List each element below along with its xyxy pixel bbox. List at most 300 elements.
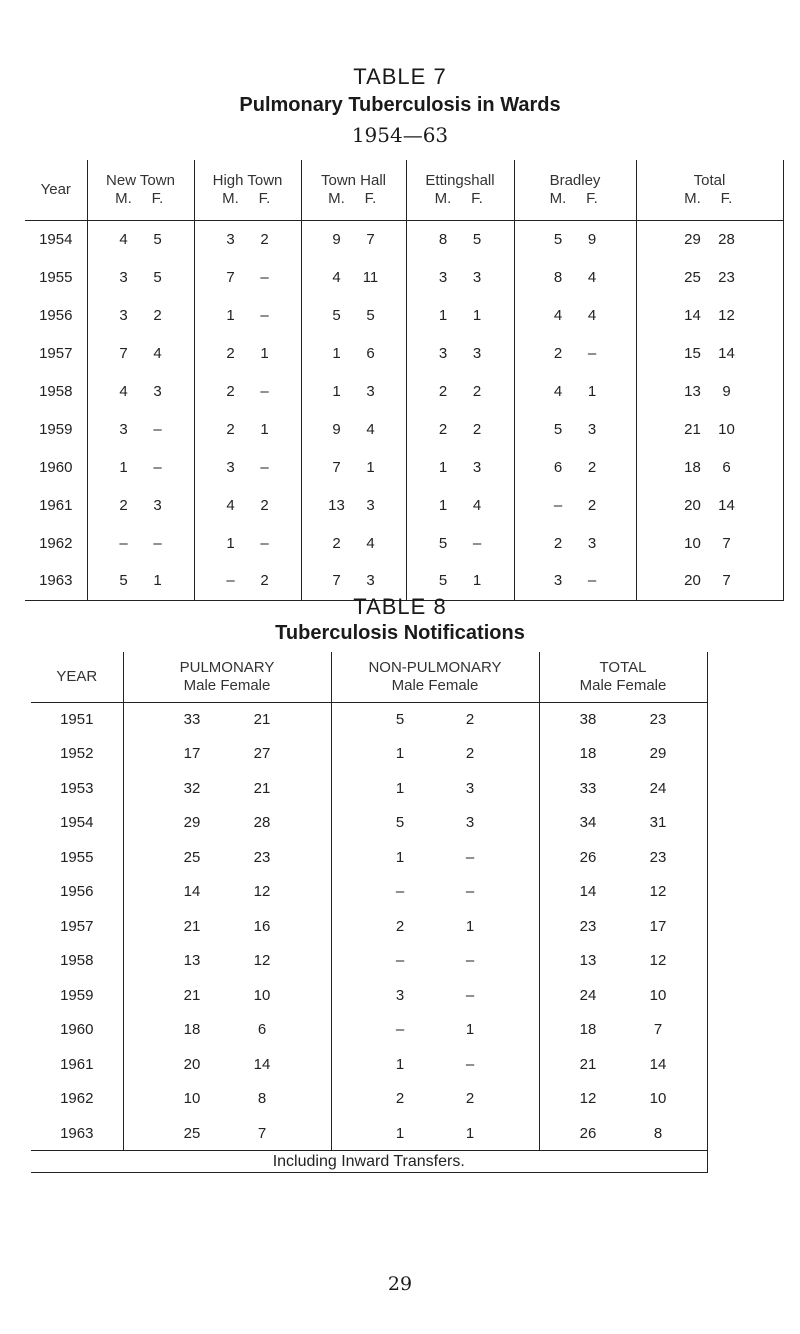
table8-row bbox=[31, 1047, 707, 1082]
table7-value: 2 bbox=[472, 382, 482, 400]
table7-year-cell: 1961 bbox=[25, 486, 87, 524]
table8 bbox=[31, 652, 708, 1173]
table8-value: 14 bbox=[253, 1055, 271, 1073]
table7-value: – bbox=[153, 420, 162, 438]
table8-header-year: YEAR bbox=[31, 652, 123, 702]
table7-ward-cell bbox=[194, 220, 301, 258]
table8-group-cell bbox=[331, 1013, 539, 1048]
table8-group-cell bbox=[123, 978, 331, 1013]
table7-value: 6 bbox=[722, 458, 731, 476]
table7-value: – bbox=[260, 382, 269, 400]
table7-row bbox=[25, 258, 783, 296]
table8-year-cell: 1959 bbox=[31, 978, 123, 1013]
table8-group-cell bbox=[539, 1047, 707, 1082]
table7-value: 5 bbox=[366, 306, 375, 324]
table8-value: 27 bbox=[253, 745, 271, 763]
table8-group-cell bbox=[539, 944, 707, 979]
table7-value: 2 bbox=[226, 382, 235, 400]
table7-value: 1 bbox=[226, 306, 235, 324]
table8-year-cell: 1955 bbox=[31, 840, 123, 875]
table7-value: 2 bbox=[553, 344, 563, 362]
table7-ward-cell bbox=[301, 220, 406, 258]
table7-value: 3 bbox=[153, 496, 162, 514]
table7-ward-cell bbox=[301, 486, 406, 524]
table7-value: 2 bbox=[438, 382, 448, 400]
table7-value: 21 bbox=[684, 420, 701, 438]
table8-row bbox=[31, 1082, 707, 1117]
table7-ward-cell bbox=[406, 334, 514, 372]
table8-row bbox=[31, 909, 707, 944]
table7-value: 5 bbox=[438, 572, 448, 590]
table7-value: 6 bbox=[553, 458, 563, 476]
table7-value: 3 bbox=[438, 268, 448, 286]
table8-group-cell bbox=[331, 737, 539, 772]
table7-value: 14 bbox=[718, 344, 735, 362]
table7-value: – bbox=[260, 268, 269, 286]
table7-ward-cell bbox=[514, 524, 636, 562]
table7-value: 2 bbox=[226, 420, 235, 438]
table8-value: 10 bbox=[253, 986, 271, 1004]
table8-group-cell bbox=[331, 978, 539, 1013]
table7-ward-cell bbox=[514, 448, 636, 486]
table7-value: 4 bbox=[226, 496, 235, 514]
table7-value: 5 bbox=[332, 306, 341, 324]
table7-value: 13 bbox=[684, 382, 701, 400]
table8-row bbox=[31, 1116, 707, 1151]
table7-ward-cell bbox=[514, 220, 636, 258]
table8-label: TABLE 8 bbox=[353, 594, 447, 619]
table8-value: 10 bbox=[649, 1090, 667, 1108]
table7-row bbox=[25, 296, 783, 334]
table7-value: 23 bbox=[718, 268, 735, 286]
table7-value: 1 bbox=[366, 458, 375, 476]
table8-value: 13 bbox=[183, 952, 201, 970]
table8-group-cell bbox=[123, 840, 331, 875]
table7-ward-cell bbox=[406, 220, 514, 258]
table7-ward-cell bbox=[194, 524, 301, 562]
table8-year-cell: 1953 bbox=[31, 771, 123, 806]
table8-row bbox=[31, 944, 707, 979]
table8-group-cell bbox=[331, 702, 539, 737]
table7-value: 7 bbox=[119, 344, 128, 362]
table7-value: 4 bbox=[472, 496, 482, 514]
table7-value: – bbox=[119, 534, 128, 552]
table8-value: 6 bbox=[257, 1021, 267, 1039]
table7-value: 1 bbox=[332, 344, 341, 362]
table7-value: 2 bbox=[226, 344, 235, 362]
table7-ward-cell bbox=[194, 410, 301, 448]
table7-value: 5 bbox=[438, 534, 448, 552]
table7-ward-cell bbox=[406, 524, 514, 562]
table7-ward-cell bbox=[301, 524, 406, 562]
table8-value: 1 bbox=[395, 1124, 405, 1142]
table8-value: 21 bbox=[183, 917, 201, 935]
table7-ward-cell bbox=[87, 486, 194, 524]
table7-value: 2 bbox=[153, 306, 162, 324]
table8-value: 21 bbox=[253, 711, 271, 728]
table7-ward-cell bbox=[636, 220, 783, 258]
table7-ward-cell bbox=[636, 410, 783, 448]
table7-header-ward: High Town M. F. bbox=[194, 160, 301, 220]
table8-row bbox=[31, 978, 707, 1013]
table7-value: 9 bbox=[332, 230, 341, 248]
table7-ward-cell bbox=[636, 296, 783, 334]
table7-value: 7 bbox=[332, 458, 341, 476]
table8-value: 12 bbox=[649, 883, 667, 901]
table7-value: – bbox=[553, 496, 563, 514]
table7-value: 5 bbox=[553, 420, 563, 438]
table7-ward-cell bbox=[636, 486, 783, 524]
table7-value: 3 bbox=[366, 382, 375, 400]
table7-value: 3 bbox=[226, 230, 235, 248]
table7-ward-cell bbox=[194, 334, 301, 372]
table7-value: 9 bbox=[587, 230, 597, 248]
table7-value: 5 bbox=[119, 572, 128, 590]
table8-value: 1 bbox=[395, 779, 405, 797]
table8-value: 12 bbox=[649, 952, 667, 970]
table7-value: 18 bbox=[684, 458, 701, 476]
table8-value: 8 bbox=[653, 1124, 663, 1142]
table8-value: 1 bbox=[395, 745, 405, 763]
table7-ward-cell bbox=[406, 486, 514, 524]
table7-value: – bbox=[226, 572, 235, 590]
table7-row bbox=[25, 372, 783, 410]
table7-value: 3 bbox=[438, 344, 448, 362]
table8-group-cell bbox=[331, 875, 539, 910]
table8-value: 12 bbox=[579, 1090, 597, 1108]
table8-group-cell bbox=[331, 1116, 539, 1151]
table8-year-cell: 1958 bbox=[31, 944, 123, 979]
table8-group-cell bbox=[331, 1047, 539, 1082]
table8-group-cell bbox=[331, 944, 539, 979]
table8-value: 23 bbox=[649, 848, 667, 866]
table7-value: 9 bbox=[722, 382, 731, 400]
table7-value: – bbox=[472, 534, 482, 552]
table8-value: 31 bbox=[649, 814, 667, 832]
table8-group-cell bbox=[539, 978, 707, 1013]
table8-value: 8 bbox=[257, 1090, 267, 1108]
table8-value: 7 bbox=[257, 1124, 267, 1142]
table8-group-cell bbox=[123, 1082, 331, 1117]
table8-value: 25 bbox=[183, 1124, 201, 1142]
table8-value: 21 bbox=[183, 986, 201, 1004]
table7-ward-cell bbox=[514, 296, 636, 334]
table7-value: 4 bbox=[153, 344, 162, 362]
table7-ward-cell bbox=[514, 334, 636, 372]
table7-value: 5 bbox=[153, 268, 162, 286]
table7-ward-cell bbox=[514, 410, 636, 448]
table7-value: 1 bbox=[438, 496, 448, 514]
table7-value: 14 bbox=[684, 306, 701, 324]
table7-row bbox=[25, 524, 783, 562]
table8-value: 24 bbox=[579, 986, 597, 1004]
table7-ward-cell bbox=[301, 258, 406, 296]
table8-value: 1 bbox=[395, 1055, 405, 1073]
table7-value: 15 bbox=[684, 344, 701, 362]
table7-value: 28 bbox=[718, 230, 735, 248]
table7-value: 1 bbox=[587, 382, 597, 400]
table8-group-cell bbox=[331, 840, 539, 875]
table7-header-row bbox=[25, 160, 783, 220]
table7-value: 3 bbox=[226, 458, 235, 476]
table8-group-cell bbox=[331, 771, 539, 806]
table8-value: 21 bbox=[579, 1055, 597, 1073]
table7-value: 4 bbox=[366, 534, 375, 552]
table7-value: 2 bbox=[553, 534, 563, 552]
table7-year-cell: 1960 bbox=[25, 448, 87, 486]
table7-ward-cell bbox=[406, 410, 514, 448]
table8-group-cell bbox=[123, 944, 331, 979]
table8-value: 33 bbox=[579, 779, 597, 797]
table8-header-row bbox=[31, 652, 707, 702]
table7-value: 10 bbox=[718, 420, 735, 438]
table8-value: 14 bbox=[649, 1055, 667, 1073]
table8-value: – bbox=[395, 883, 405, 901]
table7-value: – bbox=[260, 534, 269, 552]
table7-value: 4 bbox=[332, 268, 341, 286]
table7-value: 1 bbox=[472, 572, 482, 590]
table7-ward-cell bbox=[194, 372, 301, 410]
table8-group-cell bbox=[123, 909, 331, 944]
table7-value: 1 bbox=[226, 534, 235, 552]
table8-group-cell bbox=[123, 737, 331, 772]
table8-row bbox=[31, 702, 707, 737]
table7-ward-cell bbox=[636, 334, 783, 372]
table7-ward-cell bbox=[87, 410, 194, 448]
table8-value: 23 bbox=[649, 711, 667, 728]
table8-value: – bbox=[465, 848, 475, 866]
table7-value: 3 bbox=[472, 268, 482, 286]
table7-value: 5 bbox=[553, 230, 563, 248]
table7-year-cell: 1955 bbox=[25, 258, 87, 296]
table7-ward-cell bbox=[87, 448, 194, 486]
table7-value: – bbox=[153, 534, 162, 552]
table8-group-cell bbox=[539, 875, 707, 910]
table8-value: 1 bbox=[395, 848, 405, 866]
table8-group-cell bbox=[539, 737, 707, 772]
table8-value: 10 bbox=[649, 986, 667, 1004]
table7-ward-cell bbox=[194, 448, 301, 486]
table7-value: 10 bbox=[684, 534, 701, 552]
table8-group-cell bbox=[539, 909, 707, 944]
table7-value: 25 bbox=[684, 268, 701, 286]
table7-value: 2 bbox=[438, 420, 448, 438]
table7-value: 1 bbox=[153, 572, 162, 590]
table7-value: 2 bbox=[260, 572, 269, 590]
table7-value: 2 bbox=[332, 534, 341, 552]
table8-value: 1 bbox=[465, 1124, 475, 1142]
table8-year-cell: 1961 bbox=[31, 1047, 123, 1082]
table7-value: 3 bbox=[587, 534, 597, 552]
table7-range: 1954—63 bbox=[351, 123, 449, 147]
table7-value: 4 bbox=[587, 268, 597, 286]
table7-value: 7 bbox=[722, 572, 731, 590]
table7-ward-cell bbox=[301, 410, 406, 448]
table7-value: 8 bbox=[553, 268, 563, 286]
table7-ward-cell bbox=[87, 220, 194, 258]
table7-year-cell: 1958 bbox=[25, 372, 87, 410]
table8-year-cell: 1963 bbox=[31, 1116, 123, 1151]
table7-ward-cell bbox=[406, 258, 514, 296]
table8-group-cell bbox=[123, 1047, 331, 1082]
table7-value: 3 bbox=[366, 572, 375, 590]
table7-value: 1 bbox=[260, 420, 269, 438]
page-number: 29 bbox=[387, 1273, 413, 1295]
table7-value: – bbox=[587, 344, 597, 362]
table7-value: 3 bbox=[587, 420, 597, 438]
table8-group-cell bbox=[539, 806, 707, 841]
table8-value: – bbox=[395, 1021, 405, 1039]
table7-value: 20 bbox=[684, 572, 701, 590]
table8-row bbox=[31, 840, 707, 875]
table7-value: 3 bbox=[472, 458, 482, 476]
table8-value: 29 bbox=[183, 814, 201, 832]
table7-value: 5 bbox=[153, 230, 162, 248]
table7-ward-cell bbox=[87, 372, 194, 410]
table8-value: 26 bbox=[579, 1124, 597, 1142]
table7-value: 13 bbox=[328, 496, 345, 514]
table7-value: – bbox=[260, 306, 269, 324]
table8-year-cell: 1956 bbox=[31, 875, 123, 910]
table8-value: – bbox=[465, 1055, 475, 1073]
table8-year-cell: 1951 bbox=[31, 702, 123, 737]
table8-value: 1 bbox=[465, 1021, 475, 1039]
table7-year-cell: 1956 bbox=[25, 296, 87, 334]
table8-value: 29 bbox=[649, 745, 667, 763]
table7-value: 9 bbox=[332, 420, 341, 438]
table7-row bbox=[25, 410, 783, 448]
table8-group-cell bbox=[123, 702, 331, 737]
table8-value: 2 bbox=[465, 711, 475, 728]
table7-header-ward: Bradley M. F. bbox=[514, 160, 636, 220]
table8-value: 18 bbox=[579, 1021, 597, 1039]
table8-value: 2 bbox=[465, 745, 475, 763]
table7-value: 1 bbox=[472, 306, 482, 324]
table8-value: 3 bbox=[465, 779, 475, 797]
table8-value: 12 bbox=[253, 883, 271, 901]
table8-value: 7 bbox=[653, 1021, 663, 1039]
table7-row bbox=[25, 334, 783, 372]
table8-row bbox=[31, 875, 707, 910]
table8-value: 12 bbox=[253, 952, 271, 970]
table7-value: 5 bbox=[472, 230, 482, 248]
table8-value: 28 bbox=[253, 814, 271, 832]
table7-value: 4 bbox=[366, 420, 375, 438]
table7-value: 3 bbox=[119, 268, 128, 286]
table7-value: 3 bbox=[472, 344, 482, 362]
table8-value: 14 bbox=[579, 883, 597, 901]
table7-value: 1 bbox=[438, 306, 448, 324]
table8-value: 5 bbox=[395, 814, 405, 832]
table7-year-cell: 1962 bbox=[25, 524, 87, 562]
table7-subtitle: Pulmonary Tuberculosis in Wards bbox=[239, 94, 561, 116]
table7-ward-cell bbox=[514, 258, 636, 296]
table7-value: 11 bbox=[362, 268, 379, 286]
table7-ward-cell bbox=[301, 296, 406, 334]
table7-header-year: Year bbox=[25, 160, 87, 220]
table7-ward-cell bbox=[636, 258, 783, 296]
table8-group-cell bbox=[123, 1116, 331, 1151]
table8-group-cell bbox=[123, 1013, 331, 1048]
table8-group-cell bbox=[539, 1013, 707, 1048]
table7-value: 2 bbox=[587, 458, 597, 476]
table8-value: 10 bbox=[183, 1090, 201, 1108]
table8-value: 24 bbox=[649, 779, 667, 797]
table8-value: 23 bbox=[579, 917, 597, 935]
table8-header-pulmonary: PULMONARY Male Female bbox=[123, 652, 331, 702]
table7-ward-cell bbox=[87, 258, 194, 296]
table8-value: 13 bbox=[579, 952, 597, 970]
table8-value: 3 bbox=[465, 814, 475, 832]
table8-value: 2 bbox=[465, 1090, 475, 1108]
table8-header-total: TOTAL Male Female bbox=[539, 652, 707, 702]
table8-group-cell bbox=[331, 1082, 539, 1117]
table8-value: 16 bbox=[253, 917, 271, 935]
table7-value: 1 bbox=[332, 382, 341, 400]
table7-value: 20 bbox=[684, 496, 701, 514]
table7-value: – bbox=[153, 458, 162, 476]
table8-value: 5 bbox=[395, 711, 405, 728]
table7-value: 2 bbox=[472, 420, 482, 438]
table7-value: 8 bbox=[438, 230, 448, 248]
table8-value: 18 bbox=[183, 1021, 201, 1039]
table7-ward-cell bbox=[301, 448, 406, 486]
table7-ward-cell bbox=[301, 334, 406, 372]
table7-value: 14 bbox=[718, 496, 735, 514]
table8-header-non-pulmonary: NON-PULMONARY Male Female bbox=[331, 652, 539, 702]
table7-value: 3 bbox=[366, 496, 375, 514]
table8-row bbox=[31, 771, 707, 806]
table8-value: – bbox=[465, 952, 475, 970]
table7-row bbox=[25, 448, 783, 486]
table7-header-total: Total M. F. bbox=[636, 160, 783, 220]
table8-value: – bbox=[395, 952, 405, 970]
table7-value: 6 bbox=[366, 344, 375, 362]
table8-footnote-row bbox=[31, 1151, 707, 1173]
table8-value: 25 bbox=[183, 848, 201, 866]
table7-ward-cell bbox=[87, 334, 194, 372]
table7-value: 4 bbox=[553, 306, 563, 324]
table8-group-cell bbox=[123, 875, 331, 910]
table7-ward-cell bbox=[406, 372, 514, 410]
table8-value: 3 bbox=[395, 986, 405, 1004]
table8-value: 33 bbox=[183, 711, 201, 728]
table8-value: 17 bbox=[649, 917, 667, 935]
table7-value: 2 bbox=[260, 230, 269, 248]
table8-value: 34 bbox=[579, 814, 597, 832]
table7-ward-cell bbox=[636, 372, 783, 410]
table7-ward-cell bbox=[87, 524, 194, 562]
table8-row bbox=[31, 806, 707, 841]
table7-value: 3 bbox=[553, 572, 563, 590]
table7-header-ward: New Town M. F. bbox=[87, 160, 194, 220]
table7-value: 3 bbox=[153, 382, 162, 400]
table7-value: 2 bbox=[260, 496, 269, 514]
table8-group-cell bbox=[331, 909, 539, 944]
table7 bbox=[25, 160, 784, 601]
table8-group-cell bbox=[331, 806, 539, 841]
table7-value: 3 bbox=[119, 420, 128, 438]
table8-group-cell bbox=[123, 771, 331, 806]
table8-value: 14 bbox=[183, 883, 201, 901]
table7-value: 7 bbox=[332, 572, 341, 590]
table8-year-cell: 1954 bbox=[31, 806, 123, 841]
table8-footnote: Including Inward Transfers. bbox=[31, 1151, 707, 1173]
table8-year-cell: 1960 bbox=[31, 1013, 123, 1048]
table8-group-cell bbox=[539, 771, 707, 806]
table7-ward-cell bbox=[636, 448, 783, 486]
table7-year-cell: 1954 bbox=[25, 220, 87, 258]
